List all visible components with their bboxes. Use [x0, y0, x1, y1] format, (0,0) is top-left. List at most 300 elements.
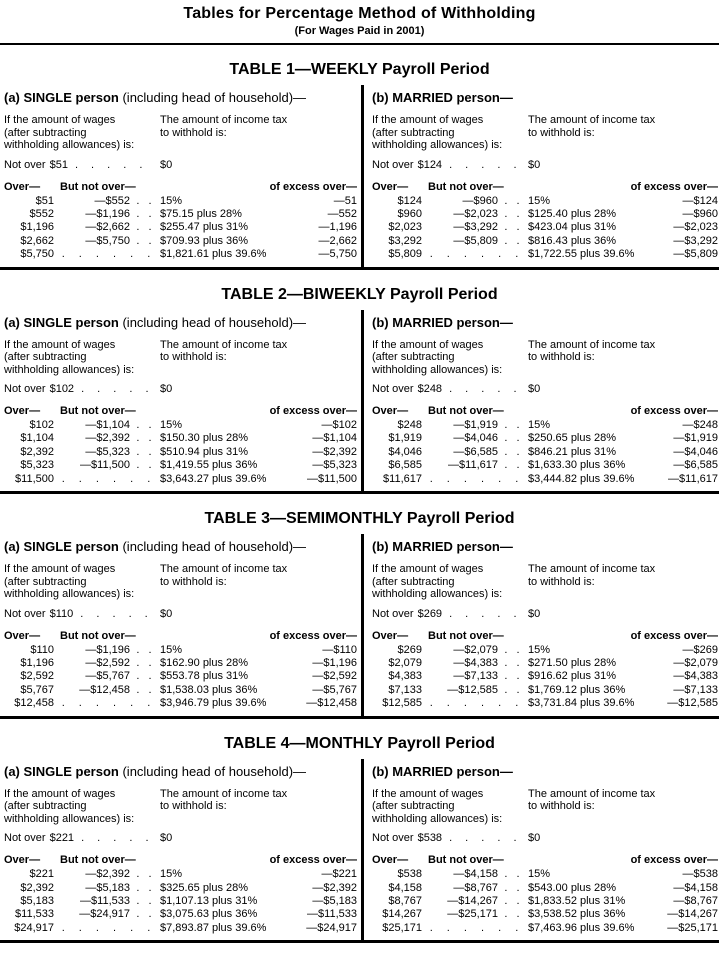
of-excess-over-amount: —$25,171	[667, 921, 718, 934]
tax-desc-line: The amount of income tax	[528, 338, 656, 351]
leader-dots: . . . . . .	[429, 248, 519, 261]
bracket-header-row	[4, 853, 357, 867]
table-columns	[0, 85, 719, 267]
tax-formula: 15%	[528, 194, 551, 207]
bracket-row	[372, 644, 718, 657]
over-amount: $51	[35, 194, 54, 207]
bracket-row	[372, 697, 718, 710]
bracket-row	[4, 908, 357, 921]
tax-formula: $916.62 plus 31%	[528, 670, 617, 683]
bracket-rows	[4, 195, 357, 262]
of-excess-over-header: of excess over—	[269, 405, 357, 418]
tax-formula: 15%	[160, 643, 183, 656]
of-excess-over-amount: —$5,183	[312, 894, 357, 907]
tax-formula: 15%	[160, 194, 183, 207]
leader-dots: . .	[136, 643, 152, 656]
table-columns	[0, 534, 719, 716]
but-not-over-amount: —$5,809	[453, 234, 498, 247]
tax-formula: 15%	[160, 419, 183, 432]
wages-desc-line: If the amount of wages	[4, 338, 116, 351]
tax-formula: $3,444.82 plus 39.6%	[528, 472, 635, 485]
wages-desc-line: withholding allowances) is:	[372, 363, 503, 376]
of-excess-over-amount: —$221	[321, 868, 357, 881]
but-not-over-header: But not over—	[60, 854, 136, 867]
but-not-over-header: But not over—	[60, 405, 136, 418]
tax-formula: $255.47 plus 31%	[160, 221, 249, 234]
leader-dots: . .	[136, 207, 152, 220]
tax-formula: $3,538.52 plus 36%	[528, 908, 626, 921]
leader-dots: . .	[136, 445, 152, 458]
leader-dots: . .	[504, 459, 520, 472]
bracket-row	[372, 657, 718, 670]
over-amount: $538	[397, 868, 422, 881]
of-excess-over-amount: —$538	[682, 868, 718, 881]
of-excess-over-header: of excess over—	[630, 854, 718, 867]
tax-desc-line: to withhold is:	[160, 351, 227, 364]
tax-formula: $150.30 plus 28%	[160, 432, 249, 445]
table-title: TABLE 3—SEMIMONTHLY Payroll Period	[204, 510, 515, 528]
column-descriptions	[4, 788, 357, 826]
but-not-over-amount: —$5,767	[85, 670, 130, 683]
but-not-over-amount: —$25,171	[447, 908, 498, 921]
wages-desc-line: withholding allowances) is:	[4, 812, 135, 825]
table-title: TABLE 2—BIWEEKLY Payroll Period	[221, 285, 498, 303]
but-not-over-amount: —$2,392	[85, 868, 130, 881]
over-amount: $7,133	[388, 683, 422, 696]
married-person-section	[364, 85, 719, 267]
of-excess-over-amount: —$2,392	[312, 445, 357, 458]
bracket-row	[372, 868, 718, 881]
wages-desc-line: withholding allowances) is:	[4, 363, 135, 376]
but-not-over-amount: —$2,392	[85, 432, 130, 445]
person-heading	[372, 90, 718, 105]
but-not-over-amount: —$1,196	[85, 643, 130, 656]
of-excess-over-header: of excess over—	[630, 180, 718, 193]
leader-dots: . .	[504, 432, 520, 445]
bracket-rows	[4, 644, 357, 711]
bracket-row	[4, 235, 357, 248]
but-not-over-amount: —$1,104	[85, 419, 130, 432]
over-header: Over—	[4, 854, 41, 867]
leader-dots: . . . . . .	[429, 921, 519, 934]
tax-desc-line: The amount of income tax	[528, 114, 656, 126]
tax-desc-line: to withhold is:	[528, 575, 595, 588]
of-excess-over-amount: —$7,133	[673, 683, 718, 696]
over-amount: $11,533	[15, 908, 54, 921]
but-not-over-amount: —$12,458	[79, 683, 130, 696]
zero-withholding: $0	[160, 383, 173, 396]
of-excess-over-amount: —$1,104	[312, 432, 357, 445]
not-over-amount: $51	[49, 158, 68, 171]
wages-desc-line: withholding allowances) is:	[4, 139, 135, 151]
but-not-over-amount: —$5,183	[85, 881, 130, 894]
over-amount: $124	[397, 194, 422, 207]
leader-dots: . . . . .	[74, 158, 143, 171]
tax-formula: 15%	[528, 868, 551, 881]
but-not-over-amount: —$1,196	[85, 207, 130, 220]
tax-formula: $1,821.61 plus 39.6%	[160, 248, 267, 261]
but-not-over-header: But not over—	[428, 405, 504, 418]
over-header: Over—	[372, 180, 409, 193]
tax-formula: 15%	[528, 419, 551, 432]
leader-dots: . . . . . .	[61, 472, 151, 485]
wages-desc-line: If the amount of wages	[4, 114, 116, 126]
table-columns	[0, 310, 719, 492]
tax-desc-line: The amount of income tax	[528, 563, 656, 576]
bracket-row	[372, 895, 718, 908]
leader-dots: . .	[504, 670, 520, 683]
leader-dots: . .	[136, 432, 152, 445]
person-heading	[4, 315, 357, 330]
not-over-row	[4, 832, 357, 844]
leader-dots: . .	[136, 194, 152, 207]
tax-formula: $510.94 plus 31%	[160, 445, 249, 458]
but-not-over-amount: —$3,292	[453, 221, 498, 234]
tax-desc-line: to withhold is:	[160, 575, 227, 588]
but-not-over-amount: —$4,158	[453, 868, 498, 881]
person-heading-bold: (a) SINGLE person	[4, 314, 119, 330]
not-over-label: Not over	[372, 383, 414, 396]
bracket-row	[4, 882, 357, 895]
leader-dots: . .	[136, 894, 152, 907]
bracket-row	[372, 922, 718, 935]
column-descriptions	[4, 114, 357, 152]
bracket-rows	[4, 868, 357, 935]
tax-formula: $7,463.96 plus 39.6%	[528, 921, 635, 934]
tax-desc-line: The amount of income tax	[528, 787, 656, 800]
bracket-rows	[4, 419, 357, 486]
zero-withholding: $0	[160, 158, 173, 171]
leader-dots: . .	[136, 881, 152, 894]
but-not-over-header: But not over—	[428, 180, 504, 193]
zero-withholding: $0	[160, 832, 173, 845]
wages-desc-line: If the amount of wages	[372, 787, 484, 800]
but-not-over-header: But not over—	[60, 180, 136, 193]
leader-dots: . .	[504, 194, 520, 207]
tax-formula: $423.04 plus 31%	[528, 221, 617, 234]
document-header	[0, 5, 719, 37]
tax-formula: $1,538.03 plus 36%	[160, 683, 258, 696]
over-amount: $12,458	[14, 697, 54, 710]
leader-dots: . . . . . .	[61, 921, 151, 934]
but-not-over-header: But not over—	[428, 629, 504, 642]
over-amount: $14,267	[382, 908, 422, 921]
bracket-row	[4, 432, 357, 445]
over-amount: $248	[397, 419, 422, 432]
wages-desc-line: If the amount of wages	[372, 114, 484, 126]
but-not-over-amount: —$960	[462, 194, 498, 207]
of-excess-over-amount: —$2,392	[312, 881, 357, 894]
tax-formula: $1,722.55 plus 39.6%	[528, 248, 635, 261]
wages-desc-line: (after subtracting	[4, 351, 87, 364]
bracket-header-row	[372, 629, 718, 643]
over-amount: $5,750	[20, 248, 54, 261]
bracket-row	[372, 432, 718, 445]
over-amount: $552	[29, 207, 54, 220]
not-over-row	[4, 159, 357, 171]
person-heading-bold: (a) SINGLE person	[4, 90, 119, 105]
wages-desc-line: withholding allowances) is:	[372, 139, 503, 151]
tax-formula: $162.90 plus 28%	[160, 656, 249, 669]
leader-dots: . .	[504, 683, 520, 696]
over-amount: $1,919	[388, 432, 422, 445]
bracket-header-row	[372, 404, 718, 418]
not-over-row	[372, 832, 718, 844]
tax-formula: $250.65 plus 28%	[528, 432, 617, 445]
bracket-row	[372, 882, 718, 895]
tax-desc-line: The amount of income tax	[160, 787, 288, 800]
leader-dots: . . . . .	[80, 607, 148, 620]
over-amount: $1,104	[20, 432, 54, 445]
not-over-label: Not over	[372, 607, 414, 620]
but-not-over-amount: —$2,079	[453, 643, 498, 656]
leader-dots: . . . . . .	[429, 697, 519, 710]
bracket-row	[372, 908, 718, 921]
but-not-over-amount: —$11,617	[448, 459, 498, 472]
over-amount: $11,617	[383, 472, 422, 485]
person-heading-rest: (including head of household)—	[118, 539, 307, 555]
person-heading	[372, 539, 718, 554]
over-amount: $102	[29, 419, 54, 432]
over-amount: $25,171	[382, 921, 422, 934]
of-excess-over-amount: —$3,292	[673, 234, 718, 247]
over-header: Over—	[4, 629, 41, 642]
tax-desc-line: to withhold is:	[528, 351, 595, 364]
person-heading	[4, 90, 357, 105]
of-excess-over-amount: —$2,023	[673, 221, 718, 234]
leader-dots: . . . . .	[81, 383, 149, 396]
of-excess-over-amount: —$102	[321, 419, 357, 432]
tax-formula: $3,643.27 plus 39.6%	[160, 472, 267, 485]
person-heading-bold: (b) MARRIED person—	[372, 763, 513, 779]
bracket-row	[372, 446, 718, 459]
tax-formula: $271.50 plus 28%	[528, 656, 617, 669]
bracket-row	[372, 473, 718, 486]
wages-desc-line: (after subtracting	[372, 575, 455, 588]
bracket-row	[4, 684, 357, 697]
not-over-amount: $102	[49, 383, 75, 396]
not-over-amount: $110	[49, 607, 74, 620]
bracket-header-row	[4, 180, 357, 194]
tax-formula: $1,107.13 plus 31%	[160, 894, 258, 907]
over-amount: $1,196	[20, 656, 54, 669]
tax-formula: $816.43 plus 36%	[528, 234, 617, 247]
over-amount: $1,196	[20, 221, 54, 234]
bracket-row	[4, 895, 357, 908]
married-person-section	[364, 534, 719, 716]
zero-withholding: $0	[528, 607, 541, 620]
wages-desc-line: withholding allowances) is:	[372, 588, 503, 601]
over-amount: $960	[397, 207, 422, 220]
single-person-section	[0, 759, 361, 941]
column-descriptions	[4, 563, 357, 601]
of-excess-over-amount: —$12,585	[667, 697, 718, 710]
leader-dots: . .	[504, 868, 520, 881]
of-excess-over-amount: —1,196	[318, 221, 357, 234]
leader-dots: . .	[504, 419, 520, 432]
not-over-amount: $538	[417, 832, 443, 845]
bracket-row	[372, 235, 718, 248]
of-excess-over-amount: —$110	[322, 643, 357, 656]
over-amount: $24,917	[14, 921, 54, 934]
over-amount: $5,183	[20, 894, 54, 907]
leader-dots: . .	[136, 868, 152, 881]
leader-dots: . .	[136, 221, 152, 234]
leader-dots: . .	[504, 445, 520, 458]
but-not-over-amount: —$6,585	[453, 445, 498, 458]
bracket-row	[4, 644, 357, 657]
but-not-over-amount: —$14,267	[447, 894, 498, 907]
column-descriptions	[4, 339, 357, 377]
bracket-row	[4, 446, 357, 459]
tax-formula: $543.00 plus 28%	[528, 881, 617, 894]
zero-withholding: $0	[528, 383, 541, 396]
but-not-over-header: But not over—	[60, 629, 136, 642]
of-excess-over-amount: —$1,919	[673, 432, 718, 445]
column-descriptions	[372, 563, 718, 601]
tax-desc-line: to withhold is:	[160, 126, 227, 139]
wages-desc-line: (after subtracting	[4, 800, 87, 813]
person-heading	[372, 315, 718, 330]
not-over-row	[4, 608, 357, 620]
over-amount: $8,767	[388, 894, 422, 907]
tables-container	[0, 61, 719, 943]
of-excess-over-amount: —2,662	[318, 234, 357, 247]
of-excess-over-amount: —$5,323	[312, 459, 357, 472]
tax-desc-line: to withhold is:	[528, 800, 595, 813]
of-excess-over-amount: —552	[327, 207, 357, 220]
over-amount: $5,767	[20, 683, 54, 696]
but-not-over-amount: —$8,767	[453, 881, 498, 894]
column-descriptions	[372, 114, 718, 152]
tax-formula: $3,731.84 plus 39.6%	[528, 697, 635, 710]
not-over-label: Not over	[4, 832, 46, 845]
over-amount: $5,323	[20, 459, 54, 472]
over-amount: $2,079	[388, 656, 422, 669]
of-excess-over-amount: —$248	[682, 419, 718, 432]
of-excess-over-amount: —$5,767	[312, 683, 357, 696]
bracket-row	[372, 670, 718, 683]
person-heading-bold: (a) SINGLE person	[4, 763, 119, 779]
tax-formula: $846.21 plus 31%	[528, 445, 617, 458]
payroll-table	[0, 735, 719, 944]
leader-dots: . . . . .	[449, 158, 517, 171]
leader-dots: . .	[504, 221, 520, 234]
bracket-row	[4, 473, 357, 486]
not-over-label: Not over	[372, 832, 414, 845]
but-not-over-amount: —$5,323	[85, 445, 130, 458]
person-heading-bold: (b) MARRIED person—	[372, 90, 513, 105]
of-excess-over-amount: —$4,046	[673, 445, 718, 458]
wages-desc-line: (after subtracting	[372, 351, 455, 364]
over-amount: $4,046	[388, 445, 422, 458]
but-not-over-amount: —$4,046	[453, 432, 498, 445]
leader-dots: . .	[136, 234, 152, 247]
leader-dots: . . . . . .	[61, 697, 151, 710]
over-amount: $110	[30, 643, 54, 656]
bracket-rows	[372, 419, 718, 486]
over-header: Over—	[372, 854, 409, 867]
not-over-label: Not over	[4, 158, 46, 171]
person-heading-bold: (b) MARRIED person—	[372, 539, 513, 555]
tax-formula: 15%	[160, 868, 183, 881]
of-excess-over-amount: —$4,383	[673, 670, 718, 683]
page-subtitle: (For Wages Paid in 2001)	[294, 25, 425, 37]
leader-dots: . . . . .	[81, 832, 149, 845]
of-excess-over-amount: —$2,079	[673, 656, 718, 669]
not-over-row	[372, 608, 718, 620]
not-over-row	[372, 383, 718, 395]
of-excess-over-header: of excess over—	[630, 629, 718, 642]
zero-withholding: $0	[160, 607, 173, 620]
leader-dots: . .	[504, 894, 520, 907]
person-heading-bold: (b) MARRIED person—	[372, 314, 513, 330]
wages-desc-line: If the amount of wages	[4, 787, 116, 800]
leader-dots: . .	[136, 459, 152, 472]
not-over-label: Not over	[372, 158, 414, 171]
bracket-row	[4, 670, 357, 683]
of-excess-over-amount: —$14,267	[667, 908, 718, 921]
over-amount: $2,023	[388, 221, 422, 234]
bracket-rows	[372, 195, 718, 262]
over-amount: $2,392	[20, 881, 54, 894]
over-amount: $269	[397, 643, 422, 656]
zero-withholding: $0	[528, 158, 541, 171]
over-amount: $4,158	[388, 881, 422, 894]
bracket-row	[372, 248, 718, 261]
tax-desc-line: The amount of income tax	[160, 563, 288, 576]
bracket-row	[372, 195, 718, 208]
bracket-row	[4, 221, 357, 234]
zero-withholding: $0	[528, 832, 541, 845]
bracket-row	[4, 195, 357, 208]
of-excess-over-amount: —51	[333, 194, 357, 207]
tax-formula: $709.93 plus 36%	[160, 234, 249, 247]
tax-desc-line: to withhold is:	[160, 800, 227, 813]
bracket-row	[4, 419, 357, 432]
married-person-section	[364, 759, 719, 941]
leader-dots: . .	[136, 683, 152, 696]
but-not-over-amount: —$7,133	[453, 670, 498, 683]
leader-dots: . . . . .	[449, 832, 517, 845]
but-not-over-amount: —$552	[94, 194, 130, 207]
leader-dots: . .	[136, 419, 152, 432]
but-not-over-amount: —$11,500	[80, 459, 130, 472]
not-over-row	[4, 383, 357, 395]
wages-desc-line: If the amount of wages	[372, 563, 484, 576]
leader-dots: . .	[136, 656, 152, 669]
bracket-row	[372, 208, 718, 221]
column-descriptions	[372, 788, 718, 826]
single-person-section	[0, 310, 361, 492]
person-heading-bold: (a) SINGLE person	[4, 539, 119, 555]
wages-desc-line: If the amount of wages	[4, 563, 116, 576]
bracket-row	[372, 221, 718, 234]
over-amount: $2,592	[20, 670, 54, 683]
person-heading-rest: (including head of household)—	[118, 763, 307, 779]
of-excess-over-amount: —$4,158	[673, 881, 718, 894]
table-columns	[0, 759, 719, 941]
but-not-over-amount: —$11,533	[80, 894, 130, 907]
tax-desc-line: to withhold is:	[528, 126, 595, 139]
over-amount: $5,809	[388, 248, 422, 261]
of-excess-over-amount: —$2,592	[312, 670, 357, 683]
over-amount: $3,292	[388, 234, 422, 247]
payroll-table	[0, 286, 719, 495]
over-header: Over—	[372, 405, 409, 418]
bracket-row	[4, 657, 357, 670]
over-amount: $12,585	[382, 697, 422, 710]
